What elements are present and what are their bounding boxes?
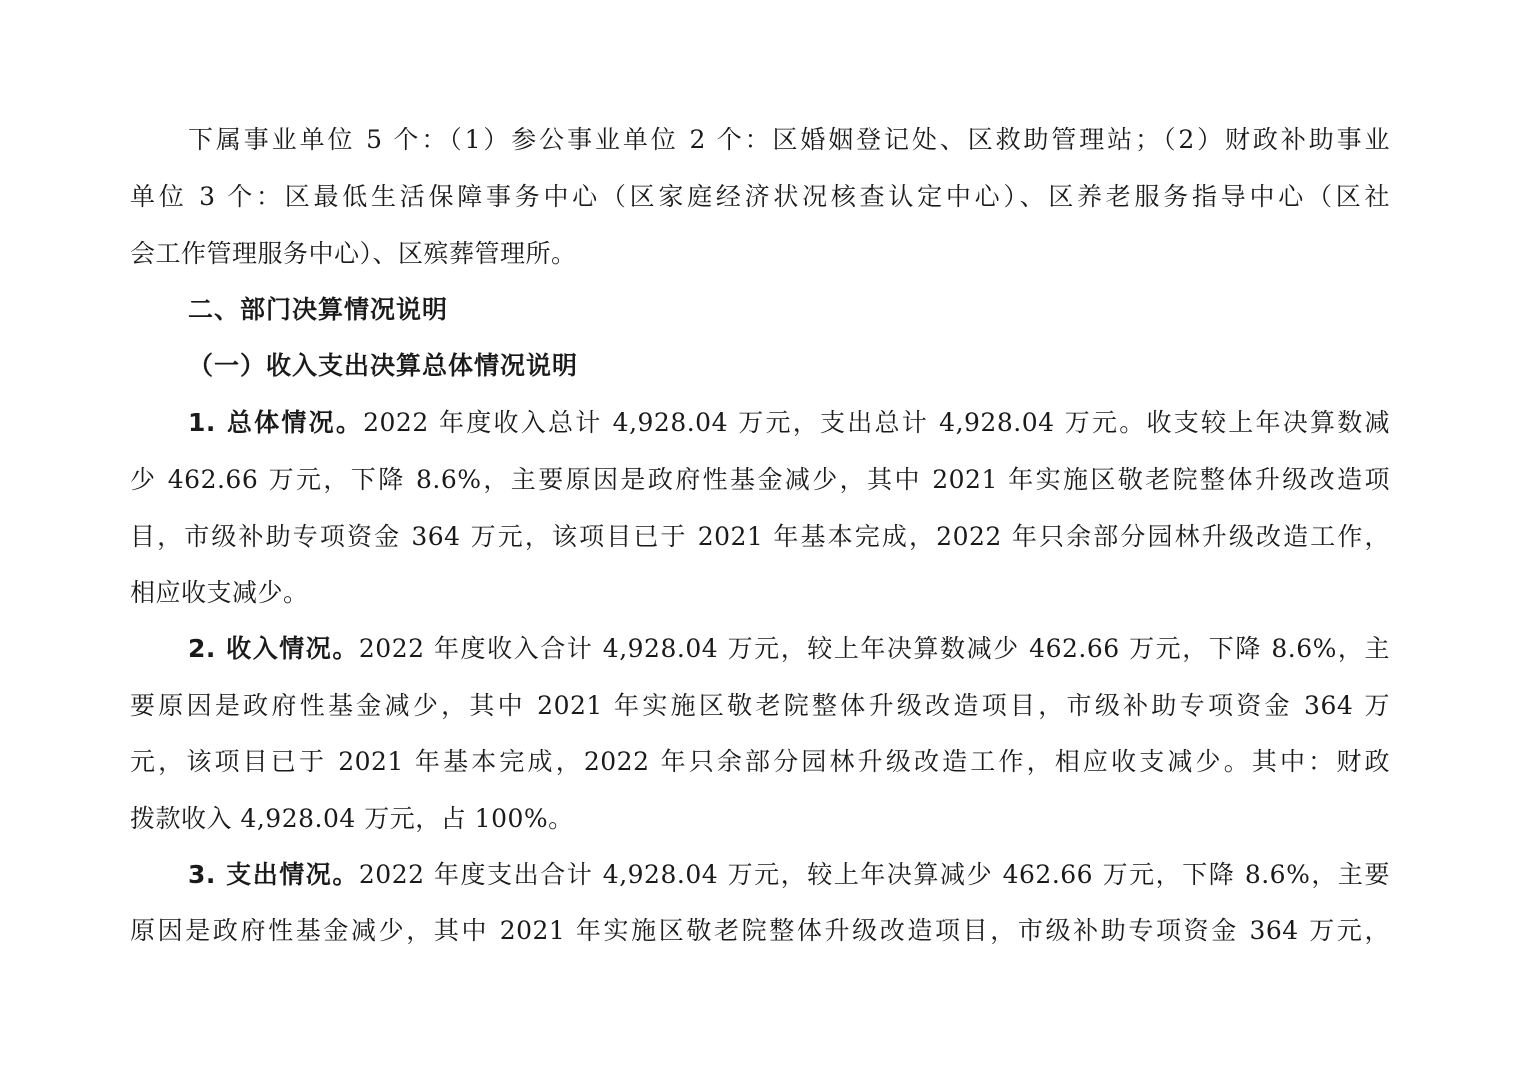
section-heading: 二、部门决算情况说明 — [188, 295, 449, 324]
paragraph-overall-line-4: 相应收支减少。 — [130, 578, 309, 607]
paragraph-income-line-2: 要原因是政府性基金减少，其中 2021 年实施区敬老院整体升级改造项目，市级补助专项资金 364 万 — [130, 691, 1390, 720]
paragraph-overall-line-3: 目，市级补助专项资金 364 万元，该项目已于 2021 年基本完成，2022 年只余部分园林升级改造工作， — [130, 522, 1390, 551]
paragraph-expenditure-line-1-text: 2022 年度支出合计 4,928.04 万元，较上年决算减少 462.66 万元，下降 8.6%，主要 — [358, 860, 1390, 889]
paragraph-income-lead: 2. 收入情况。 — [188, 634, 359, 663]
paragraph-overall-line-1 — [188, 406, 1390, 440]
paragraph-units-line-3: 会工作管理服务中心）、区殡葬管理所。 — [130, 239, 577, 268]
paragraph-units-line-1: 下属事业单位 5 个：（1）参公事业单位 2 个：区婚姻登记处、区救助管理站；（2）财政补助事业 — [188, 125, 1390, 154]
subsection-heading: （一）收入支出决算总体情况说明 — [188, 351, 579, 380]
paragraph-expenditure-line-2: 原因是政府性基金减少，其中 2021 年实施区敬老院整体升级改造项目，市级补助专项资金 364 万元， — [130, 916, 1390, 945]
paragraph-expenditure-lead: 3. 支出情况。 — [188, 860, 359, 889]
paragraph-income-line-3: 元，该项目已于 2021 年基本完成，2022 年只余部分园林升级改造工作，相应收支减少。其中：财政 — [130, 747, 1390, 776]
paragraph-income-line-1 — [188, 632, 1390, 666]
paragraph-income-line-1-text: 2022 年度收入合计 4,928.04 万元，较上年决算数减少 462.66 万元，下降 8.6%，主 — [358, 634, 1390, 663]
paragraph-overall-line-1-text: 2022 年度收入总计 4,928.04 万元，支出总计 4,928.04 万元。收支较上年决算数减 — [363, 408, 1390, 437]
paragraph-overall-lead: 1. 总体情况。 — [188, 408, 364, 437]
paragraph-units-line-2: 单位 3 个：区最低生活保障事务中心（区家庭经济状况核查认定中心）、区养老服务指导中心（区社 — [130, 182, 1390, 211]
paragraph-expenditure-line-1 — [188, 858, 1390, 892]
paragraph-overall-line-2: 少 462.66 万元，下降 8.6%，主要原因是政府性基金减少，其中 2021 年实施区敬老院整体升级改造项 — [130, 465, 1390, 494]
paragraph-income-line-4: 拨款收入 4,928.04 万元，占 100%。 — [130, 804, 574, 833]
